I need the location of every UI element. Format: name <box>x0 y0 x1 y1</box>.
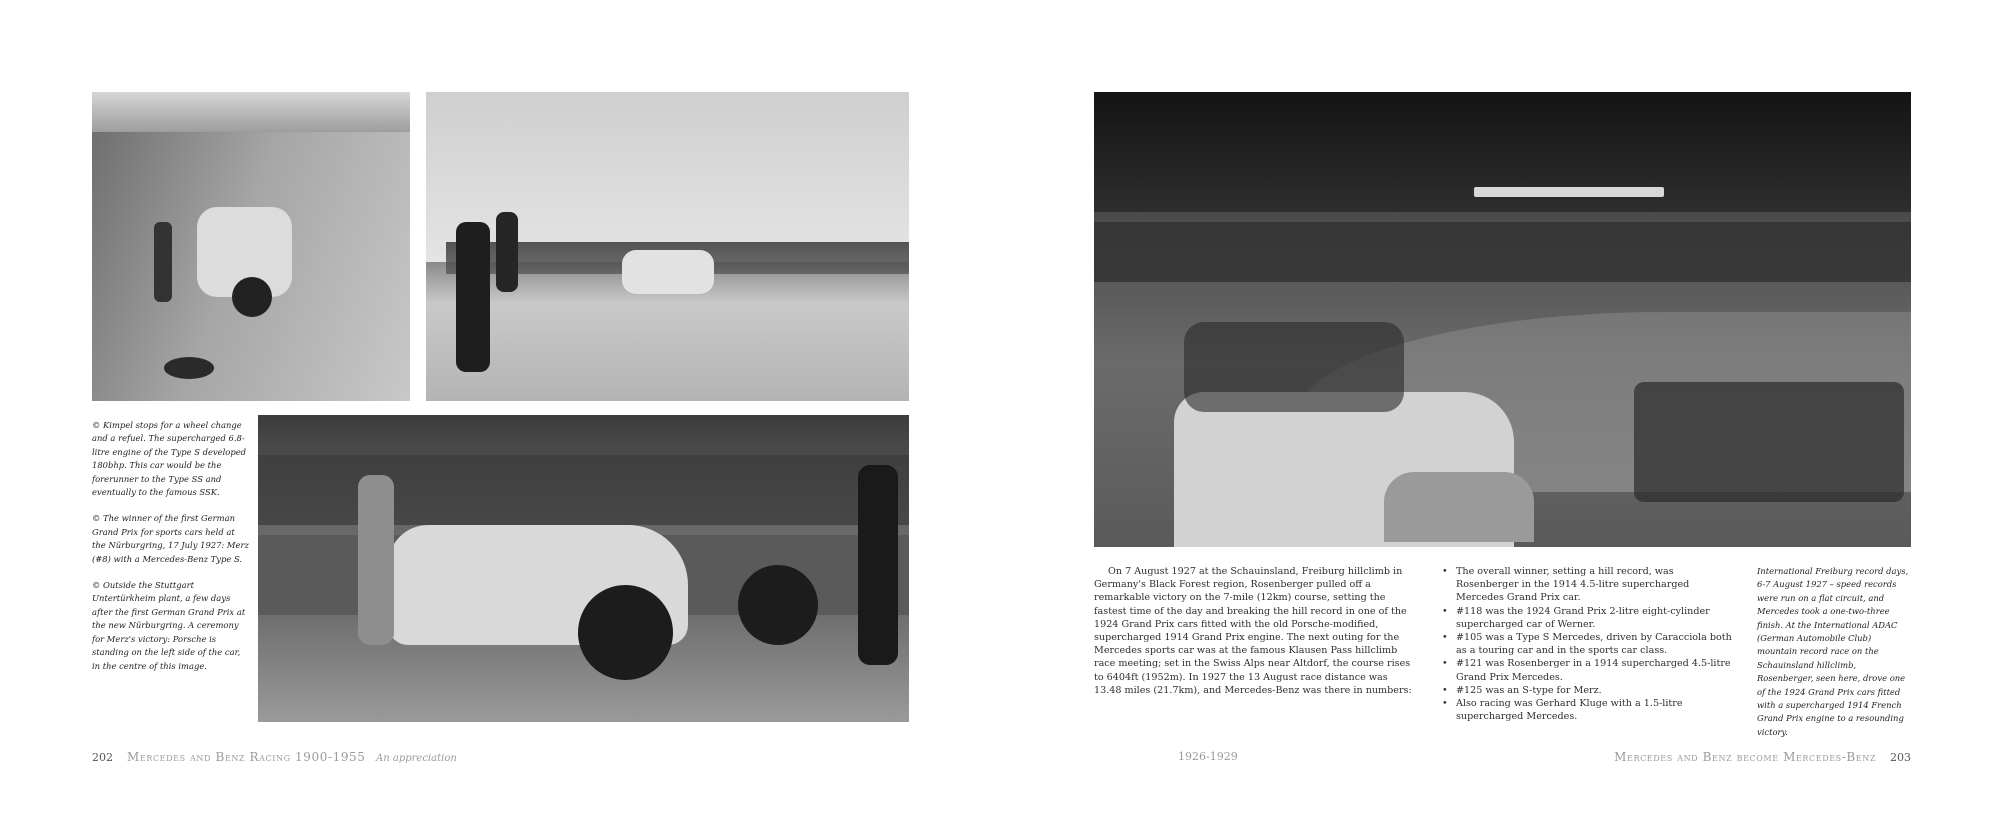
running-head-right: Mercedes and Benz become Mercedes-Benz <box>1614 750 1876 764</box>
caption-pit-stop: © Kimpel stops for a wheel change and a refuel. The supercharged 6.8-litre engine of the Type S developed 180bhp. This car would be the forerunner to the Type SS and eventually to the famous SSK. <box>92 420 247 498</box>
running-head-left: Mercedes and Benz Racing 1900-1955 <box>127 750 366 764</box>
page-number-left: 202 <box>92 751 113 764</box>
list-item: • #125 was an S-type for Merz. <box>1442 684 1732 697</box>
running-head-subtitle: An appreciation <box>376 753 457 764</box>
right-folio <box>1614 750 1911 764</box>
caption-freiburg: International Freiburg record days, 6-7 August 1927 – speed records were run on a flat circuit, and Mercedes took a one-two-three finish. At the International ADAC (German Automobile Club) mountain record race on the Schauinsland hillclimb, Rosenberger, seen here, drove one of the 1924 Grand Prix cars fitted with a supercharged 1914 French Grand Prix engine to a resounding victory. <box>1757 566 1909 737</box>
left-captions <box>92 419 250 686</box>
list-item: • The overall winner, setting a hill record, was Rosenberger in the 1914 4.5-litre supercharged Mercedes Grand Prix car. <box>1442 565 1732 605</box>
left-folio <box>92 750 457 764</box>
section-years: 1926-1929 <box>1178 750 1238 763</box>
list-item: • #118 was the 1924 Grand Prix 2-litre eight-cylinder supercharged car of Werner. <box>1442 605 1732 631</box>
untertuerkheim-ceremony-photo <box>258 415 909 722</box>
list-item: • #105 was a Type S Mercedes, driven by Caracciola both as a touring car and in the sports car class. <box>1442 631 1732 657</box>
schauinsland-hillclimb-photo <box>1094 92 1911 547</box>
caption-ceremony: © Outside the Stuttgart Untertürkheim plant, a few days after the first German Grand Prix at the new Nürburgring. A ceremony for Merz's victory: Porsche is standing on the left side of the car, in the centre of this image. <box>92 580 246 671</box>
list-item: • Also racing was Gerhard Kluge with a 1.5-litre supercharged Mercedes. <box>1442 697 1732 723</box>
list-item: • #121 was Rosenberger in a 1914 supercharged 4.5-litre Grand Prix Mercedes. <box>1442 657 1732 683</box>
page-number-right: 203 <box>1890 751 1911 764</box>
results-list <box>1442 565 1732 723</box>
section-label <box>1178 750 1238 763</box>
body-paragraph: On 7 August 1927 at the Schauinsland, Freiburg hillclimb in Germany's Black Forest region, Rosenberger pulled off a remarkable victory on the 7-mile (12km) course, setting the fastest time of the day and breaking the hill record in one of the 1924 Grand Prix cars fitted with the old Porsche-modified, supercharged 1914 Grand Prix engine. The next outing for the Mercedes sports car was at the famous Klausen Pass hillclimb race meeting; set in the Swiss Alps near Altdorf, the course rises to 6404ft (1952m). In 1927 the 13 August race distance was 13.48 miles (21.7km), and Mercedes-Benz was there in numbers: <box>1094 566 1412 696</box>
pit-stop-photo <box>92 92 410 401</box>
caption-grand-prix-winner: © The winner of the first German Grand Prix for sports cars held at the Nürburgring, 17 July 1927: Merz (#8) with a Mercedes-Benz Type S. <box>92 513 249 564</box>
nurburgring-finish-photo <box>426 92 909 401</box>
